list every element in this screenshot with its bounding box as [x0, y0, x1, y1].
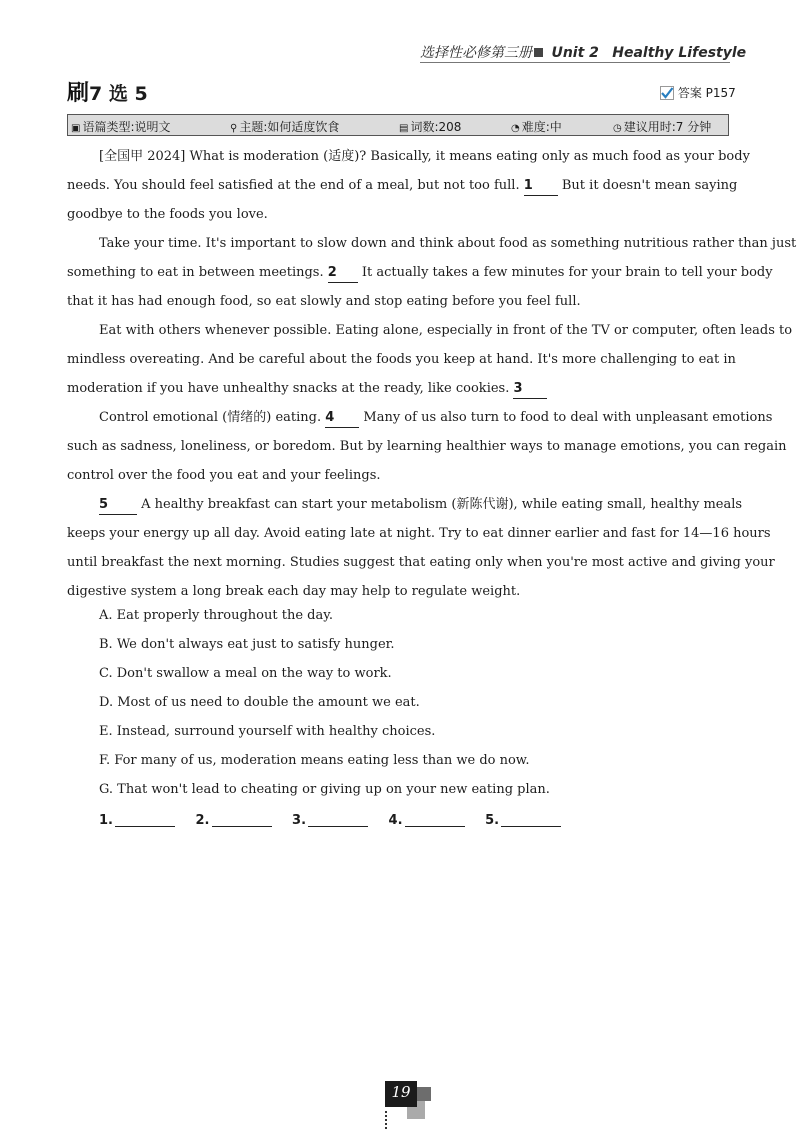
unit-topic: Healthy Lifestyle	[612, 45, 747, 61]
check-icon	[660, 86, 674, 100]
passage-text: needs. You should feel satisfied at the end of a meal, but not too full.	[67, 178, 520, 193]
passage-text: Eat with others whenever possible. Eating alone, especially in front of the TV or computer, often leads to	[99, 323, 793, 338]
decor-square	[417, 1087, 431, 1101]
answer-blank[interactable]	[308, 812, 368, 827]
passage-text: A healthy breakfast can start your metabolism (新陈代谢), while eating small, healthy meals	[141, 497, 743, 512]
genre-text: 语篇类型:说明文	[82, 120, 171, 134]
blank-3[interactable]: 3	[513, 380, 547, 399]
passage-line	[67, 548, 775, 577]
option-e[interactable]: E. Instead, surround yourself with healthy choices.	[99, 724, 436, 739]
passage-line	[67, 403, 773, 432]
passage-text: Take your time. It's important to slow down and think about food as something nutritious rather than just	[99, 236, 797, 251]
blank-5[interactable]: 5	[99, 496, 137, 515]
passage-text: keeps your energy up all day. Avoid eating late at night. Try to eat dinner earlier and fast for 14—16 hours	[67, 526, 771, 541]
dotted-line	[385, 1111, 389, 1129]
blank-4[interactable]: 4	[325, 409, 359, 428]
book-icon: ▤	[399, 123, 409, 134]
time-text: 建议用时:7 分钟	[623, 120, 712, 134]
passage-text: Many of us also turn to food to deal with unpleasant emotions	[363, 410, 773, 425]
answer-slot-label: 2.	[195, 813, 210, 828]
passage-text: that it has had enough food, so eat slowly and stop eating before you feel full.	[67, 294, 581, 309]
answer-blank[interactable]	[501, 812, 561, 827]
gauge-icon: ◔	[511, 123, 520, 134]
passage-line	[67, 345, 736, 374]
answer-blank[interactable]	[405, 812, 465, 827]
passage-line	[67, 200, 729, 229]
brush-mark: 刷	[67, 81, 90, 106]
exercise-type: 7 选 5	[89, 83, 148, 105]
word-count-text: 词数:208	[410, 120, 462, 134]
passage-line	[67, 316, 793, 345]
word-count-field	[399, 118, 461, 135]
passage-line	[67, 432, 787, 461]
passage-text: control over the food you eat and your feelings.	[67, 468, 381, 483]
answer-slot-2[interactable]	[196, 812, 272, 828]
answer-blank[interactable]	[115, 812, 175, 827]
passage-line	[67, 461, 729, 490]
answer-blank[interactable]	[212, 812, 272, 827]
option-c[interactable]: C. Don't swallow a meal on the way to work.	[99, 666, 392, 681]
running-head	[420, 42, 746, 62]
square-bullet-icon	[534, 48, 543, 57]
page-footer	[381, 1071, 441, 1129]
info-bar	[67, 114, 729, 136]
option-g[interactable]: G. That won't lead to cheating or giving up on your new eating plan.	[99, 782, 550, 797]
answer-slot-label: 1.	[99, 813, 113, 828]
search-icon: ⚲	[230, 123, 238, 134]
answer-slot-5[interactable]	[485, 812, 561, 828]
reading-passage	[67, 142, 797, 606]
passage-line	[67, 490, 743, 519]
blank-1[interactable]: 1	[524, 177, 558, 196]
answer-slot-4[interactable]	[389, 812, 465, 828]
passage-line	[67, 287, 729, 316]
answer-slot-1[interactable]	[99, 812, 175, 828]
passage-text: until breakfast the next morning. Studies suggest that eating only when you're most active and giving your	[67, 555, 775, 570]
theme-text: 主题:如何适度饮食	[239, 120, 340, 134]
answer-slot-label: 4.	[388, 813, 403, 828]
passage-text: such as sadness, loneliness, or boredom. But by learning healthier ways to manage emotions, you can regain	[67, 439, 787, 454]
passage-text: something to eat in between meetings.	[67, 265, 324, 280]
answer-row	[99, 812, 577, 828]
passage-line	[67, 229, 797, 258]
passage-line	[67, 142, 750, 171]
passage-line	[67, 519, 771, 548]
document-icon: ▣	[71, 123, 81, 134]
section-title	[67, 76, 148, 107]
book-title: 选择性必修第三册	[420, 45, 532, 61]
difficulty-field	[511, 118, 562, 135]
passage-line	[67, 171, 738, 200]
passage-text: But it doesn't mean saying	[561, 178, 738, 193]
passage-text: It actually takes a few minutes for your brain to tell your body	[361, 265, 773, 280]
passage-text: Control emotional (情绪的) eating.	[99, 410, 322, 425]
page-number: 19	[391, 1083, 411, 1101]
time-field	[613, 118, 711, 135]
passage-text: [全国甲 2024] What is moderation (适度)? Basically, it means eating only as much food as your body	[99, 149, 750, 164]
header-rule	[420, 62, 730, 63]
answer-slot-3[interactable]	[292, 812, 368, 828]
option-b[interactable]: B. We don't always eat just to satisfy hunger.	[99, 637, 395, 652]
blank-2[interactable]: 2	[328, 264, 358, 283]
option-d[interactable]: D. Most of us need to double the amount we eat.	[99, 695, 420, 710]
answer-reference	[660, 84, 736, 101]
passage-text: goodbye to the foods you love.	[67, 207, 268, 222]
option-list	[99, 601, 550, 804]
answer-page: 答案 P157	[677, 86, 736, 100]
passage-text: mindless overeating. And be careful about the foods you keep at hand. It's more challenging to eat in	[67, 352, 736, 367]
passage-text: digestive system a long break each day may help to regulate weight.	[67, 584, 521, 599]
genre-field	[71, 118, 171, 135]
difficulty-text: 难度:中	[521, 120, 562, 134]
theme-field	[230, 118, 339, 135]
clock-icon: ◷	[613, 123, 622, 134]
option-f[interactable]: F. For many of us, moderation means eating less than we do now.	[99, 753, 530, 768]
answer-slot-label: 3.	[292, 813, 307, 828]
option-a[interactable]: A. Eat properly throughout the day.	[99, 608, 333, 623]
passage-text: moderation if you have unhealthy snacks at the ready, like cookies.	[67, 381, 510, 396]
passage-line	[67, 374, 729, 403]
unit-label: Unit 2	[551, 45, 599, 61]
passage-line	[67, 258, 773, 287]
answer-slot-label: 5.	[485, 813, 500, 828]
